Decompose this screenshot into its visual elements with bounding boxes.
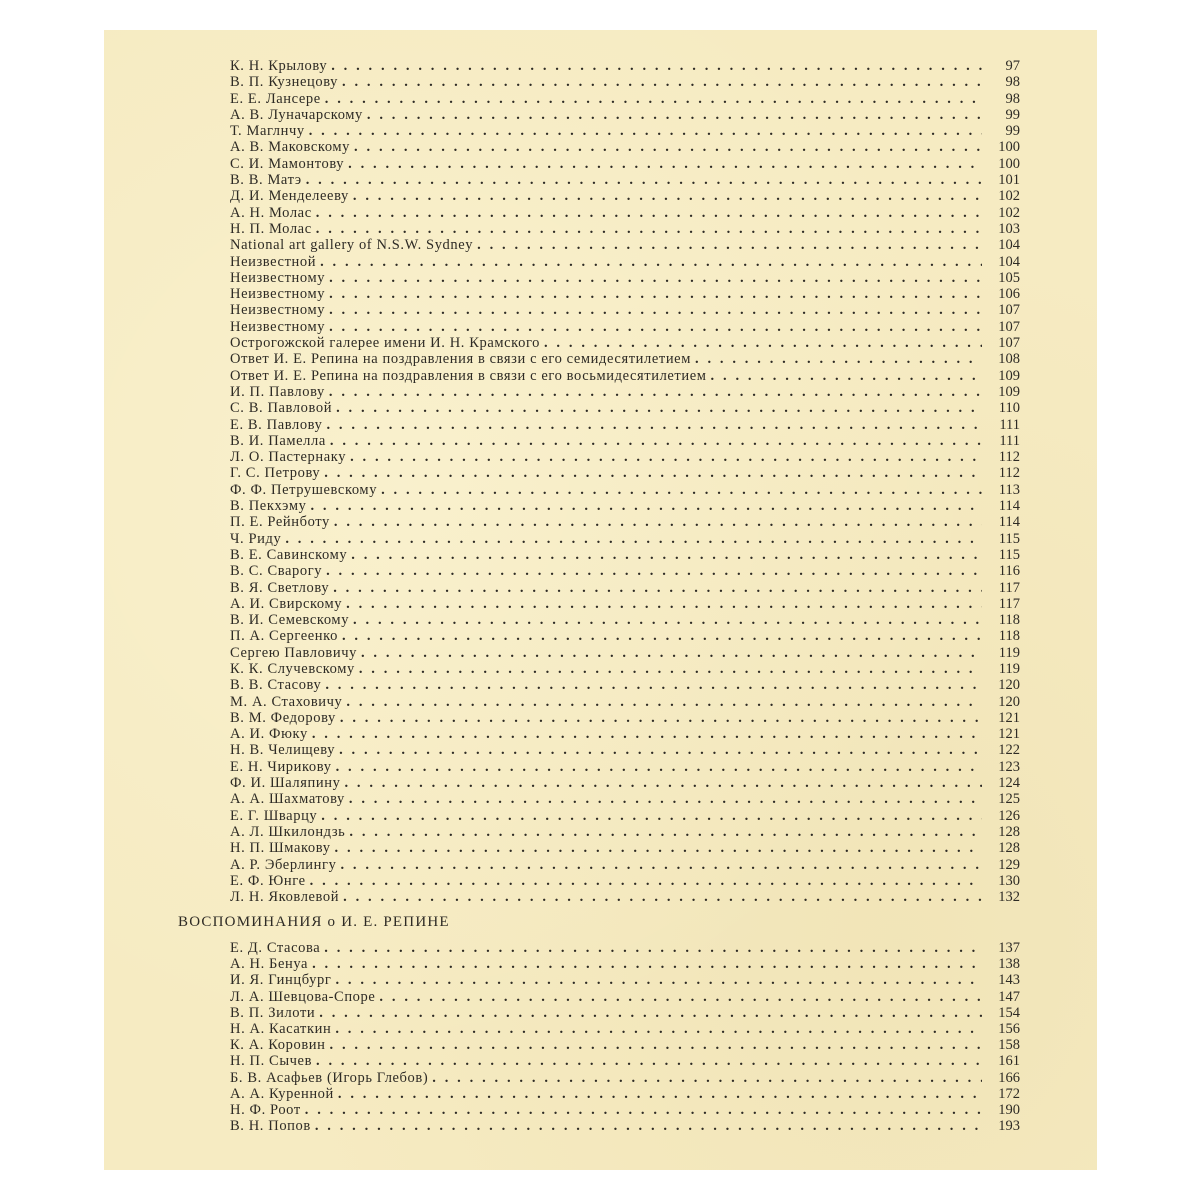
entry-name: А. И. Фюку	[230, 726, 308, 743]
index-entry	[230, 1118, 1020, 1134]
entry-page-number: 112	[998, 449, 1020, 466]
dot-leader	[340, 857, 982, 873]
entry-name: Ответ И. Е. Репина на поздравления в связи с его восьмидесятилетием	[230, 367, 707, 384]
index-entry	[230, 384, 1020, 400]
entry-page-number: 114	[998, 498, 1020, 515]
entry-page-number: 107	[998, 302, 1020, 319]
index-entry	[230, 58, 1020, 74]
entry-name: В. М. Федорову	[230, 709, 336, 726]
entry-page-number: 121	[998, 726, 1020, 743]
entry-name: Неизвестной	[230, 253, 317, 270]
dot-leader	[339, 742, 982, 758]
entry-page-number: 137	[998, 940, 1020, 956]
entry-page-number: 101	[998, 172, 1020, 189]
entry-name: И. П. Павлову	[230, 383, 325, 400]
entry-page-number: 126	[998, 807, 1020, 824]
entry-page-number: 143	[998, 972, 1020, 989]
entry-name: Л. Н. Яковлевой	[230, 889, 340, 906]
index-entry	[230, 710, 1020, 726]
entry-name: А. В. Луначарскому	[230, 106, 363, 123]
entry-name: А. А. Куренной	[230, 1085, 334, 1102]
entry-page-number: 123	[998, 758, 1020, 775]
index-entry	[230, 645, 1020, 661]
entry-page-number: 158	[998, 1037, 1020, 1054]
entry-name: Неизвестному	[230, 302, 326, 319]
letters-index-list	[230, 58, 1020, 905]
entry-name: С. И. Мамонтову	[230, 155, 345, 172]
index-entry	[230, 188, 1020, 204]
entry-name: А. Н. Бенуа	[230, 956, 309, 973]
index-entry	[230, 661, 1020, 677]
dot-leader	[349, 824, 982, 840]
entry-name: И. Я. Гинцбург	[230, 972, 332, 989]
section-heading: ВОСПОМИНАНИЯ о И. Е. РЕПИНЕ	[178, 914, 450, 930]
index-entry	[230, 889, 1020, 905]
index-entry	[230, 498, 1020, 514]
index-entry	[230, 791, 1020, 807]
index-entry	[230, 956, 1020, 972]
entry-page-number: 147	[998, 988, 1020, 1005]
index-entry	[230, 368, 1020, 384]
index-entry	[230, 873, 1020, 889]
entry-name: Острогожской галерее имени И. Н. Крамского	[230, 335, 540, 352]
dot-leader	[325, 677, 982, 693]
dot-leader	[309, 123, 982, 139]
entry-name: В. И. Памелла	[230, 432, 326, 449]
dot-leader	[329, 286, 982, 302]
entry-name: А. Л. Шкилондзь	[230, 823, 346, 840]
index-entry	[230, 1005, 1020, 1021]
book-page	[104, 30, 1097, 1170]
dot-leader	[316, 205, 982, 221]
entry-page-number: 109	[998, 383, 1020, 400]
dot-leader	[344, 775, 982, 791]
entry-page-number: 111	[999, 432, 1020, 449]
entry-page-number: 156	[998, 1020, 1020, 1037]
entry-page-number: 132	[998, 889, 1020, 906]
entry-page-number: 113	[998, 481, 1020, 498]
entry-name: К. Н. Крылову	[230, 58, 328, 74]
dot-leader	[346, 596, 982, 612]
entry-page-number: 122	[998, 742, 1020, 759]
entry-page-number: 118	[998, 612, 1020, 629]
dot-leader	[354, 139, 982, 155]
entry-name: А. И. Свирскому	[230, 595, 343, 612]
entry-page-number: 129	[998, 856, 1020, 873]
dot-leader	[316, 221, 982, 237]
entry-page-number: 104	[998, 237, 1020, 254]
entry-name: Л. О. Пастернаку	[230, 449, 347, 466]
entry-page-number: 111	[999, 416, 1020, 433]
entry-name: Н. В. Челищеву	[230, 742, 336, 759]
index-entry	[230, 989, 1020, 1005]
entry-name: К. А. Коровин	[230, 1037, 326, 1054]
dot-leader	[346, 694, 982, 710]
entry-name: В. В. Стасову	[230, 677, 322, 694]
dot-leader	[310, 498, 982, 514]
dot-leader	[329, 319, 982, 335]
dot-leader	[342, 628, 982, 644]
index-entry	[230, 694, 1020, 710]
index-entry	[230, 726, 1020, 742]
entry-name: К. К. Случевскому	[230, 660, 355, 677]
entry-name: Ч. Риду	[230, 530, 282, 547]
dot-leader	[329, 384, 982, 400]
entry-page-number: 99	[1005, 123, 1020, 140]
entry-name: В. Н. Попов	[230, 1118, 311, 1135]
index-entry	[230, 580, 1020, 596]
dot-leader	[326, 417, 982, 433]
entry-name: Е. Е. Лансере	[230, 90, 321, 107]
index-entry	[230, 433, 1020, 449]
dot-leader	[342, 74, 982, 90]
dot-leader	[350, 449, 982, 465]
entry-page-number: 103	[998, 220, 1020, 237]
entry-name: Ф. И. Шаляпину	[230, 775, 341, 792]
entry-name: Н. А. Касаткин	[230, 1020, 332, 1037]
index-entry	[230, 139, 1020, 155]
dot-leader	[361, 645, 982, 661]
dot-leader	[324, 940, 982, 956]
entry-name: М. А. Стаховичу	[230, 693, 343, 710]
dot-leader	[340, 710, 982, 726]
entry-name: А. Н. Молас	[230, 204, 312, 221]
entry-page-number: 117	[998, 595, 1020, 612]
index-entry	[230, 400, 1020, 416]
entry-name: Е. Г. Шварцу	[230, 807, 318, 824]
entry-name: National art gallery of N.S.W. Sydney	[230, 237, 474, 254]
entry-name: В. И. Семевскому	[230, 612, 350, 629]
dot-leader	[335, 972, 982, 988]
dot-leader	[367, 107, 982, 123]
entry-page-number: 102	[998, 204, 1020, 221]
index-entry	[230, 254, 1020, 270]
entry-page-number: 128	[998, 823, 1020, 840]
entry-name: Н. П. Шмакову	[230, 840, 331, 857]
entry-page-number: 98	[1005, 74, 1020, 91]
entry-name: Н. П. Сычев	[230, 1053, 313, 1070]
entry-page-number: 100	[998, 155, 1020, 172]
dot-leader	[432, 1070, 982, 1086]
index-entry	[230, 628, 1020, 644]
dot-leader	[330, 433, 982, 449]
index-entry	[230, 482, 1020, 498]
dot-leader	[329, 302, 982, 318]
entry-name: П. Е. Рейнботу	[230, 514, 330, 531]
entry-name: А. В. Маковскому	[230, 139, 351, 156]
entry-name: П. А. Сергеенко	[230, 628, 338, 645]
entry-name: Л. А. Шевцова-Споре	[230, 988, 376, 1005]
entry-page-number: 102	[998, 188, 1020, 205]
index-entry	[230, 123, 1020, 139]
index-entry	[230, 808, 1020, 824]
index-entry	[230, 940, 1020, 956]
dot-leader	[353, 612, 982, 628]
entry-page-number: 98	[1005, 90, 1020, 107]
entry-name: В. Я. Светлову	[230, 579, 330, 596]
entry-page-number: 106	[998, 286, 1020, 303]
index-entry	[230, 531, 1020, 547]
index-entry	[230, 335, 1020, 351]
dot-leader	[325, 91, 982, 107]
entry-page-number: 166	[998, 1069, 1020, 1086]
entry-page-number: 105	[998, 269, 1020, 286]
index-entry	[230, 775, 1020, 791]
dot-leader	[312, 956, 982, 972]
entry-page-number: 107	[998, 318, 1020, 335]
entry-name: Е. В. Павлову	[230, 416, 323, 433]
entry-page-number: 128	[998, 840, 1020, 857]
index-entry	[230, 205, 1020, 221]
dot-leader	[348, 156, 982, 172]
entry-page-number: 118	[998, 628, 1020, 645]
index-entry	[230, 91, 1020, 107]
entry-page-number: 124	[998, 775, 1020, 792]
dot-leader	[315, 1118, 982, 1134]
dot-leader	[326, 563, 982, 579]
index-entry	[230, 514, 1020, 530]
dot-leader	[353, 188, 982, 204]
dot-leader	[351, 547, 982, 563]
dot-leader	[335, 1021, 982, 1037]
entry-name: В. В. Матэ	[230, 172, 302, 189]
index-entry	[230, 172, 1020, 188]
dot-leader	[349, 791, 982, 807]
dot-leader	[305, 1102, 982, 1118]
dot-leader	[336, 759, 982, 775]
index-entry	[230, 1086, 1020, 1102]
dot-leader	[324, 465, 982, 481]
dot-leader	[544, 335, 982, 351]
entry-name: С. В. Павловой	[230, 400, 333, 417]
dot-leader	[338, 1086, 982, 1102]
entry-name: Ф. Ф. Петрушевскому	[230, 481, 378, 498]
entry-name: Н. П. Молас	[230, 220, 312, 237]
entry-page-number: 99	[1005, 106, 1020, 123]
entry-name: Е. Ф. Юнге	[230, 872, 306, 889]
dot-leader	[359, 661, 982, 677]
dot-leader	[316, 1053, 982, 1069]
entry-page-number: 109	[998, 367, 1020, 384]
entry-page-number: 114	[998, 514, 1020, 531]
dot-leader	[343, 889, 982, 905]
entry-page-number: 119	[998, 660, 1020, 677]
index-entry	[230, 156, 1020, 172]
entry-name: Е. Д. Стасова	[230, 940, 321, 956]
entry-page-number: 115	[998, 546, 1020, 563]
entry-page-number: 112	[998, 465, 1020, 482]
index-entry	[230, 270, 1020, 286]
entry-name: Неизвестному	[230, 286, 326, 303]
dot-leader	[381, 482, 982, 498]
dot-leader	[711, 368, 982, 384]
entry-name: Д. И. Менделееву	[230, 188, 349, 205]
entry-name: В. П. Зилоти	[230, 1004, 316, 1021]
index-entry	[230, 563, 1020, 579]
dot-leader	[379, 989, 982, 1005]
dot-leader	[321, 808, 982, 824]
index-entry	[230, 1021, 1020, 1037]
entry-name: В. С. Сварогу	[230, 563, 323, 580]
index-entry	[230, 465, 1020, 481]
dot-leader	[312, 726, 982, 742]
entry-page-number: 97	[1005, 58, 1020, 74]
index-entry	[230, 237, 1020, 253]
entry-name: В. Пекхэму	[230, 498, 307, 515]
index-entry	[230, 612, 1020, 628]
entry-page-number: 125	[998, 791, 1020, 808]
index-entry	[230, 1070, 1020, 1086]
entry-page-number: 110	[998, 400, 1020, 417]
entry-page-number: 116	[998, 563, 1020, 580]
index-entry	[230, 742, 1020, 758]
entry-name: Г. С. Петрову	[230, 465, 321, 482]
entry-page-number: 120	[998, 693, 1020, 710]
entry-name: Неизвестному	[230, 269, 326, 286]
dot-leader	[285, 531, 982, 547]
entry-name: Е. Н. Чирикову	[230, 758, 332, 775]
dot-leader	[336, 400, 982, 416]
dot-leader	[329, 270, 982, 286]
dot-leader	[330, 1037, 982, 1053]
dot-leader	[331, 58, 982, 74]
entry-name: Ответ И. Е. Репина на поздравления в связи с его семидесятилетием	[230, 351, 691, 368]
entry-page-number: 119	[998, 644, 1020, 661]
dot-leader	[306, 172, 982, 188]
entry-page-number: 193	[998, 1118, 1020, 1135]
entry-page-number: 117	[998, 579, 1020, 596]
dot-leader	[334, 514, 982, 530]
index-entry	[230, 547, 1020, 563]
index-entry	[230, 449, 1020, 465]
dot-leader	[333, 580, 982, 596]
index-entry	[230, 677, 1020, 693]
dot-leader	[319, 1005, 982, 1021]
memoirs-index-list	[230, 940, 1020, 1134]
entry-page-number: 121	[998, 709, 1020, 726]
entry-name: А. Р. Эберлингу	[230, 856, 337, 873]
dot-leader	[335, 840, 982, 856]
entry-page-number: 104	[998, 253, 1020, 270]
index-entry	[230, 302, 1020, 318]
index-entry	[230, 221, 1020, 237]
index-entry	[230, 74, 1020, 90]
index-entry	[230, 1037, 1020, 1053]
entry-page-number: 115	[998, 530, 1020, 547]
index-entry	[230, 972, 1020, 988]
index-entry	[230, 107, 1020, 123]
index-entry	[230, 824, 1020, 840]
index-entry	[230, 596, 1020, 612]
entry-page-number: 172	[998, 1085, 1020, 1102]
entry-name: Б. В. Асафьев (Игорь Глебов)	[230, 1069, 429, 1086]
dot-leader	[320, 254, 982, 270]
dot-leader	[695, 351, 982, 367]
index-entry	[230, 319, 1020, 335]
entry-name: В. П. Кузнецову	[230, 74, 339, 91]
entry-name: В. Е. Савинскому	[230, 546, 348, 563]
index-entry	[230, 1053, 1020, 1069]
entry-page-number: 161	[998, 1053, 1020, 1070]
entry-page-number: 190	[998, 1101, 1020, 1118]
index-entry	[230, 351, 1020, 367]
dot-leader	[310, 873, 982, 889]
index-entry	[230, 286, 1020, 302]
entry-name: Неизвестному	[230, 318, 326, 335]
entry-page-number: 107	[998, 335, 1020, 352]
dot-leader	[477, 237, 982, 253]
entry-page-number: 154	[998, 1004, 1020, 1021]
entry-page-number: 138	[998, 956, 1020, 973]
entry-name: А. А. Шахматову	[230, 791, 345, 808]
entry-name: Н. Ф. Роот	[230, 1101, 301, 1118]
entry-page-number: 100	[998, 139, 1020, 156]
index-entry	[230, 1102, 1020, 1118]
entry-name: Сергею Павловичу	[230, 644, 357, 661]
entry-page-number: 108	[998, 351, 1020, 368]
index-entry	[230, 417, 1020, 433]
index-entry	[230, 840, 1020, 856]
index-entry	[230, 857, 1020, 873]
index-entry	[230, 759, 1020, 775]
entry-page-number: 120	[998, 677, 1020, 694]
entry-name: Т. Маглнчу	[230, 123, 305, 140]
entry-page-number: 130	[998, 872, 1020, 889]
